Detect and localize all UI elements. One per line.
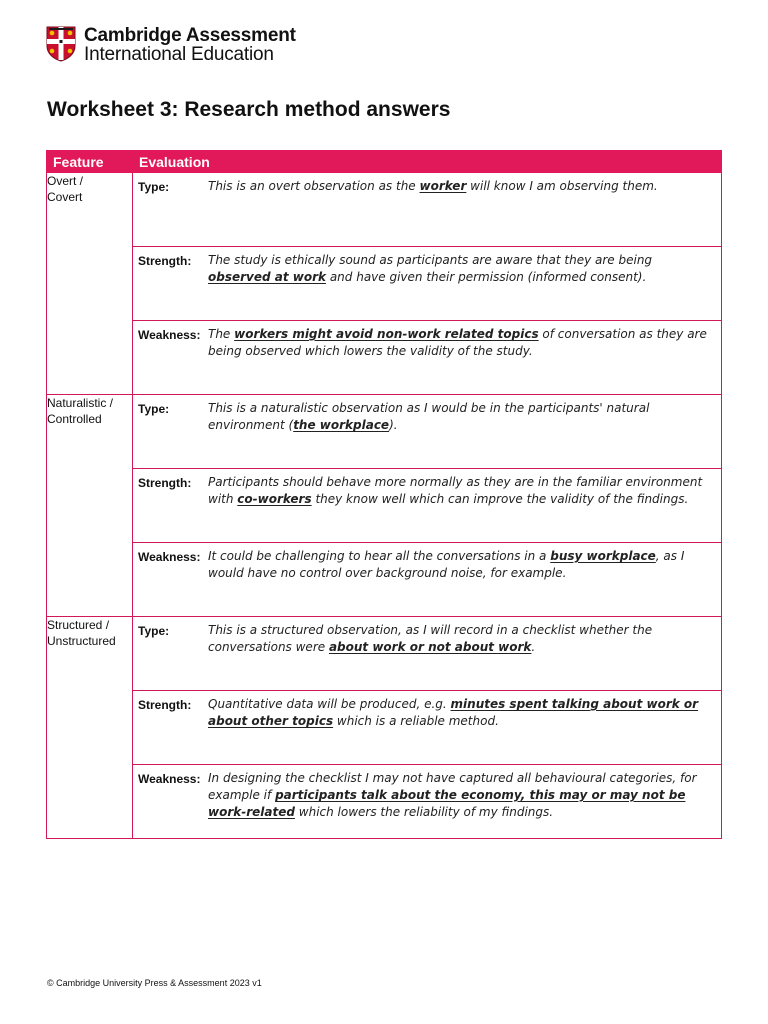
- text-segment: and have given their permission (informed consent).: [326, 270, 647, 284]
- weakness-label: Weakness:: [138, 328, 201, 342]
- weakness-text: [208, 543, 721, 616]
- table-row: [47, 173, 722, 247]
- header-feature: Feature: [47, 151, 133, 173]
- type-label: Type:: [138, 624, 170, 638]
- strength-cell: [133, 469, 722, 543]
- text-segment: which lowers the reliability of my findings.: [294, 805, 554, 819]
- key-phrase: busy workplace: [550, 549, 656, 563]
- feature-cell: [47, 395, 133, 617]
- text-segment: Quantitative data will be produced, e.g.: [208, 697, 451, 711]
- org-name-line2: International Education: [84, 44, 274, 65]
- text-segment: This is an overt observation as the: [208, 179, 420, 193]
- type-cell: [133, 173, 722, 247]
- type-label: Type:: [138, 180, 170, 194]
- key-phrase: observed at work: [208, 270, 327, 284]
- table-row: [47, 765, 722, 839]
- key-phrase: participants talk about the economy, this may or may not be work-related: [208, 788, 686, 819]
- type-text: [208, 617, 721, 690]
- text-segment: The study is ethically sound as participants are aware that they are being: [208, 253, 653, 267]
- strength-text: [208, 247, 721, 320]
- strength-cell: [133, 691, 722, 765]
- key-phrase: minutes spent talking about work or about other topics: [208, 697, 699, 728]
- strength-label: Strength:: [138, 254, 192, 268]
- feature-cell: [47, 617, 133, 839]
- table-row: [47, 469, 722, 543]
- type-text: [208, 173, 721, 246]
- text-segment: Participants should behave more normally as they are in the familiar environment with: [208, 475, 703, 506]
- weakness-text: [208, 321, 721, 394]
- text-segment: The: [208, 327, 235, 341]
- org-name-line1: Cambridge Assessment: [84, 25, 296, 46]
- type-text: [208, 395, 721, 468]
- feature-cell: [47, 173, 133, 395]
- type-cell: [133, 395, 722, 469]
- key-phrase: worker: [419, 179, 467, 193]
- text-segment: , as I would have no control over background noise, for example.: [208, 549, 685, 580]
- feature-label: Structured / Unstructured: [47, 618, 116, 648]
- table-row: [47, 395, 722, 469]
- strength-text: [208, 691, 721, 764]
- strength-text: [208, 469, 721, 542]
- key-phrase: co-workers: [237, 492, 312, 506]
- weakness-cell: [133, 543, 722, 617]
- text-segment: This is a structured observation, as I will record in a checklist whether the conversations were: [208, 623, 653, 654]
- table-row: [47, 691, 722, 765]
- strength-label: Strength:: [138, 476, 192, 490]
- evaluation-table: [46, 150, 722, 839]
- cambridge-shield-icon: [46, 26, 76, 62]
- logo: [46, 26, 296, 64]
- text-segment: will know I am observing them.: [466, 179, 658, 193]
- table-row: [47, 617, 722, 691]
- text-segment: .: [531, 640, 536, 654]
- page-title: Worksheet 3: Research method answers: [47, 98, 451, 121]
- text-segment: In designing the checklist I may not have captured all behavioural categories, for example if: [208, 771, 697, 802]
- key-phrase: workers might avoid non-work related topics: [234, 327, 539, 341]
- weakness-label: Weakness:: [138, 550, 201, 564]
- table-row: [47, 321, 722, 395]
- feature-label: Naturalistic / Controlled: [47, 396, 114, 426]
- text-segment: It could be challenging to hear all the conversations in a: [208, 549, 551, 563]
- key-phrase: the workplace: [293, 418, 390, 432]
- weakness-cell: [133, 321, 722, 395]
- key-phrase: about work or not about work: [328, 640, 532, 654]
- weakness-cell: [133, 765, 722, 839]
- text-segment: ).: [389, 418, 398, 432]
- text-segment: they know well which can improve the validity of the findings.: [311, 492, 689, 506]
- table-row: [47, 543, 722, 617]
- table-row: [47, 247, 722, 321]
- weakness-text: [208, 765, 721, 838]
- header-evaluation: Evaluation: [133, 151, 722, 173]
- type-label: Type:: [138, 402, 170, 416]
- type-cell: [133, 617, 722, 691]
- weakness-label: Weakness:: [138, 772, 201, 786]
- text-segment: of conversation as they are being observed which lowers the validity of the study.: [208, 327, 707, 358]
- text-segment: which is a reliable method.: [333, 714, 499, 728]
- feature-label: Overt / Covert: [47, 174, 84, 204]
- strength-cell: [133, 247, 722, 321]
- text-segment: This is a naturalistic observation as I would be in the participants' natural environment (: [208, 401, 650, 432]
- copyright-footer: © Cambridge University Press & Assessment 2023 v1: [47, 978, 262, 988]
- strength-label: Strength:: [138, 698, 192, 712]
